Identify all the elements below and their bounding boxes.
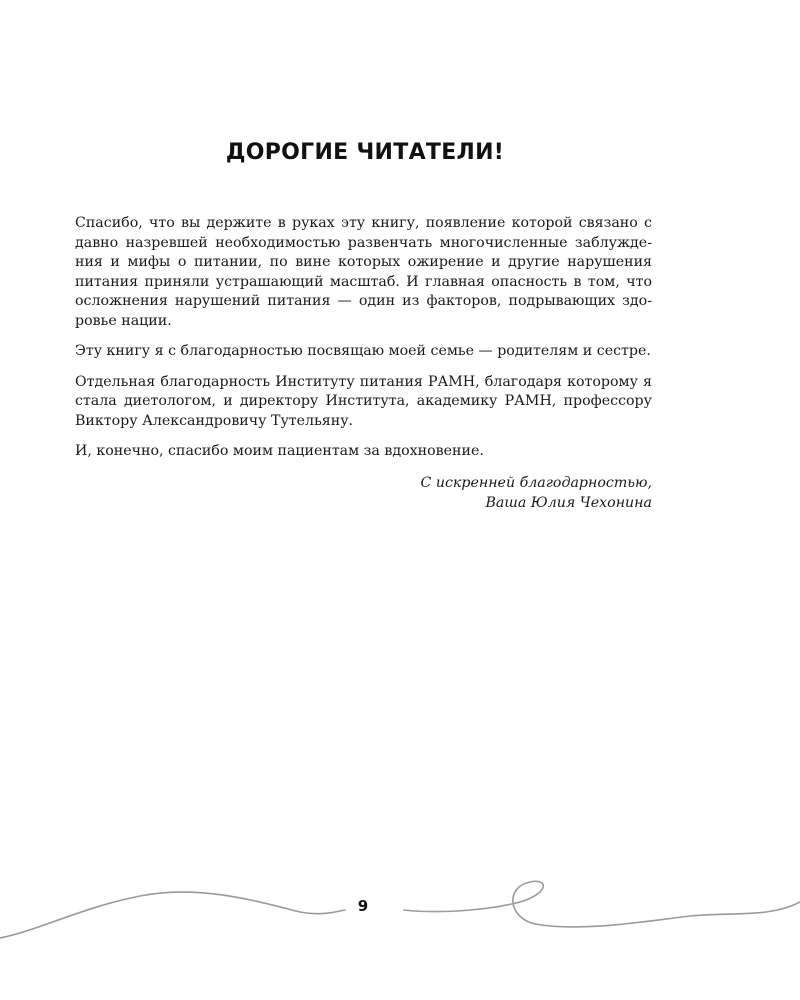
signature-line-2: Ваша Юлия Чехонина <box>485 494 652 511</box>
page-number: 9 <box>357 897 369 915</box>
paragraph-patients: И, конечно, спасибо моим пациентам за вдохновение. <box>75 443 484 459</box>
paragraph-dedication: Эту книгу я с благодарностью посвящаю моей семье — родителям и сестре. <box>75 343 651 359</box>
paragraph-institute: Отдельная благодарность Институту питания РАМН, благодаря которому я стала диетологом, и директору Института, академику РАМН, профессору Виктору Александровичу Тутельяну. <box>75 373 652 429</box>
paragraph-thanks: Спасибо, что вы держите в руках эту книгу, появление которой связано с давно назревшей необходимостью развенчать многочисленные заблуждения и мифы о питании, по вине которых ожирение и другие нарушения питания приняли устрашающий масштаб. И главная опасность в том, что осложнения нарушений питания — один из факторов, подрывающих здоровье нации. <box>75 215 652 329</box>
signature <box>75 473 652 513</box>
body-text <box>75 214 652 513</box>
footer-right-wave <box>404 881 800 927</box>
footer-swirl-decoration <box>0 860 800 960</box>
footer-left-wave <box>0 892 345 938</box>
page-title: ДОРОГИЕ ЧИТАТЕЛИ! <box>225 140 505 165</box>
signature-line-1: С искренней благодарностью, <box>420 474 652 491</box>
